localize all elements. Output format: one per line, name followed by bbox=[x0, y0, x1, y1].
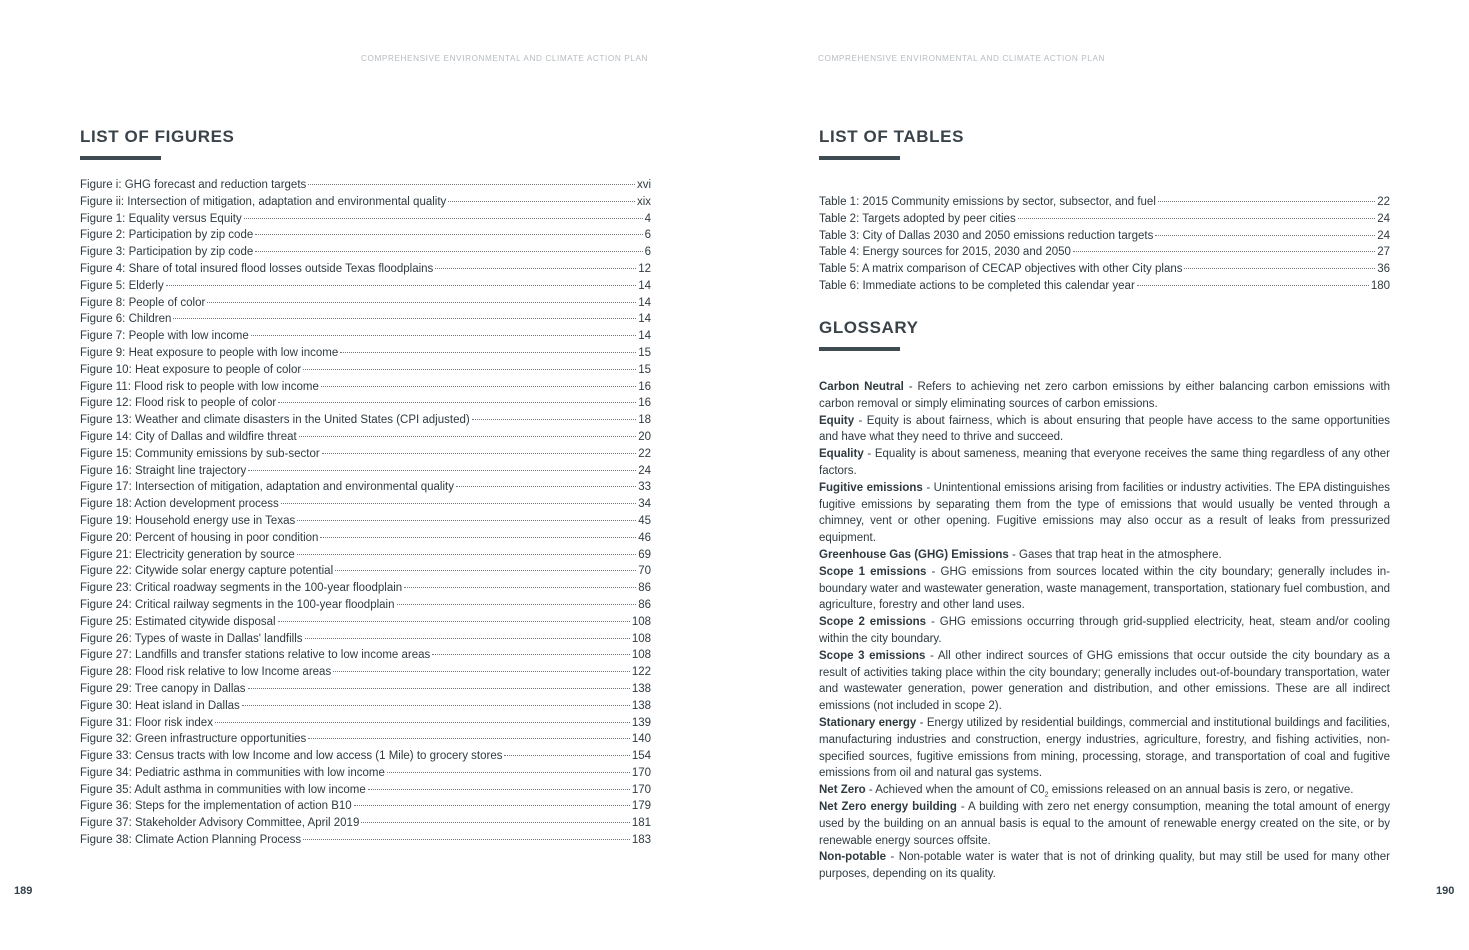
dot-leader bbox=[303, 369, 636, 370]
entry-page: 18 bbox=[638, 414, 651, 427]
entry-label: Figure 8: People of color bbox=[80, 296, 206, 309]
glossary-definition: All other indirect sources of GHG emissions that occur outside the city boundary as a result of activities taking place within the city boundary; generally includes out-of-boundary transportation, water and wastewater generation, power generation and distribution, and other emissions. These are all indirect emissions (not included in scope 2). bbox=[819, 649, 1391, 713]
figure-entry bbox=[80, 227, 651, 244]
entry-page: 14 bbox=[638, 330, 651, 343]
entry-page: 108 bbox=[631, 649, 651, 662]
entry-page: xvi bbox=[636, 179, 651, 191]
entry-page: 15 bbox=[638, 363, 651, 376]
entry-page: 15 bbox=[638, 346, 651, 359]
entry-label: Figure 7: People with low income bbox=[80, 330, 249, 343]
entry-label: Table 4: Energy sources for 2015, 2030 and 2050 bbox=[819, 246, 1071, 259]
dot-leader bbox=[1158, 201, 1375, 202]
glossary-term: Fugitive emissions bbox=[819, 481, 923, 494]
entry-label: Figure 3: Participation by zip code bbox=[80, 246, 254, 259]
dot-leader bbox=[448, 201, 635, 202]
dot-leader bbox=[335, 570, 636, 571]
entry-label: Figure 21: Electricity generation by source bbox=[80, 548, 295, 561]
entry-page: 46 bbox=[638, 531, 651, 544]
glossary-entry: Carbon Neutral - Refers to achieving net zero carbon emissions by either balancing carbon emissions with carbon removal or simply eliminating sources of carbon emissions. bbox=[819, 381, 1390, 410]
dot-leader bbox=[1184, 268, 1375, 269]
dot-leader bbox=[207, 302, 636, 303]
figure-entry bbox=[80, 429, 651, 446]
glossary-entry: Greenhouse Gas (GHG) Emissions - Gases that trap heat in the atmosphere. bbox=[819, 548, 1222, 561]
figure-entry bbox=[80, 647, 651, 664]
entry-page: 14 bbox=[638, 313, 651, 326]
entry-label: Figure 32: Green infrastructure opportunities bbox=[80, 733, 307, 746]
glossary-term: Equality bbox=[819, 448, 864, 461]
entry-label: Figure 26: Types of waste in Dallas' landfills bbox=[80, 632, 303, 645]
entry-page: 154 bbox=[631, 750, 651, 763]
entry-page: 4 bbox=[644, 212, 651, 225]
glossary-entry: Stationary energy - Energy utilized by residential buildings, commercial and institutional buildings and facilities, manufacturing industries and construction, energy industries, agriculture, forestry, and fishing activities, non-specified sources, fugitive emissions from mining, processing, storage, and transportation of coal and fugitive emissions from oil and natural gas systems. bbox=[819, 716, 1390, 780]
glossary-definition: Energy utilized by residential buildings, commercial and institutional buildings and facilities, manufacturing industries and construction, energy industries, agriculture, forestry, and fishing activities, non-specified sources, fugitive emissions from mining, processing, storage, and transportation of coal and fugitive emissions from oil and natural gas systems. bbox=[819, 716, 1390, 780]
figure-entry bbox=[80, 614, 651, 631]
entry-page: 140 bbox=[631, 733, 651, 746]
table-entry bbox=[819, 211, 1390, 228]
entry-page: 138 bbox=[631, 682, 651, 695]
entry-page: 24 bbox=[1377, 212, 1390, 225]
glossary-entry: Non-potable - Non-potable water is water that is not of drinking quality, but may still be used for many other purposes, depending on its quality. bbox=[819, 851, 1390, 881]
entry-label: Figure 29: Tree canopy in Dallas bbox=[80, 682, 246, 695]
dot-leader bbox=[278, 621, 630, 622]
entry-label: Figure 31: Floor risk index bbox=[80, 716, 213, 729]
entry-page: 14 bbox=[638, 296, 651, 309]
dot-leader bbox=[435, 268, 636, 269]
dot-leader bbox=[321, 386, 636, 387]
figure-entry bbox=[80, 261, 651, 278]
entry-label: Figure i: GHG forecast and reduction targets bbox=[80, 179, 307, 191]
figure-entry bbox=[80, 328, 651, 345]
entry-label: Table 5: A matrix comparison of CECAP objectives with other City plans bbox=[819, 263, 1183, 276]
dot-leader bbox=[251, 335, 636, 336]
figure-entry bbox=[80, 446, 651, 463]
dot-leader bbox=[340, 352, 636, 353]
entry-label: Figure 22: Citywide solar energy capture potential bbox=[80, 565, 334, 578]
dot-leader bbox=[1137, 285, 1369, 286]
dot-leader bbox=[333, 671, 630, 672]
figure-entry bbox=[80, 715, 651, 732]
running-head-left: COMPREHENSIVE ENVIRONMENTAL AND CLIMATE ACTION PLAN bbox=[361, 54, 649, 63]
glossary-entry: Net Zero energy building - A building with zero net energy consumption, meaning the total amount of energy used by the building on an annual basis is equal to the amount of renewable energy created on the site, or by renewable energy sources offsite. bbox=[819, 800, 1390, 847]
glossary bbox=[819, 379, 1390, 883]
entry-label: Table 3: City of Dallas 2030 and 2050 emissions reduction targets bbox=[819, 229, 1154, 242]
entry-page: 6 bbox=[644, 246, 651, 259]
glossary-definition: Refers to achieving net zero carbon emissions by either balancing carbon emissions with carbon removal or simply eliminating sources of carbon emissions. bbox=[819, 381, 1390, 410]
figure-entry bbox=[80, 815, 651, 832]
entry-label: Figure ii: Intersection of mitigation, adaptation and environmental quality bbox=[80, 195, 447, 208]
dot-leader bbox=[387, 772, 630, 773]
entry-page: 70 bbox=[638, 565, 651, 578]
dot-leader bbox=[1155, 235, 1375, 236]
entry-page: 24 bbox=[1377, 229, 1390, 242]
entry-label: Figure 30: Heat island in Dallas bbox=[80, 699, 240, 712]
dot-leader bbox=[244, 218, 643, 219]
entry-label: Table 2: Targets adopted by peer cities bbox=[819, 212, 1016, 225]
dot-leader bbox=[1073, 251, 1375, 252]
entry-page: 138 bbox=[631, 699, 651, 712]
glossary-term: Equity bbox=[819, 414, 855, 427]
dot-leader bbox=[397, 604, 637, 605]
entry-label: Figure 1: Equality versus Equity bbox=[80, 212, 242, 225]
glossary-term: Net Zero bbox=[819, 784, 866, 797]
entry-page: 179 bbox=[631, 800, 651, 813]
dot-leader bbox=[215, 722, 630, 723]
glossary-definition: Gases that trap heat in the atmosphere. bbox=[1019, 548, 1222, 561]
dot-leader bbox=[303, 839, 630, 840]
entry-label: Figure 19: Household energy use in Texas bbox=[80, 514, 296, 527]
dot-leader bbox=[173, 318, 636, 319]
figure-entry bbox=[80, 311, 651, 328]
entry-label: Figure 12: Flood risk to people of color bbox=[80, 397, 277, 410]
entry-page: 86 bbox=[638, 598, 651, 611]
glossary-term: Net Zero energy building bbox=[819, 800, 957, 813]
subscript: 2 bbox=[1044, 791, 1049, 799]
dot-leader bbox=[248, 688, 630, 689]
entry-page: 27 bbox=[1377, 246, 1390, 259]
entry-page: 170 bbox=[631, 783, 651, 796]
entry-page: 183 bbox=[631, 834, 651, 847]
entry-label: Figure 11: Flood risk to people with low income bbox=[80, 380, 319, 393]
page-number-right: 190 bbox=[1436, 885, 1455, 897]
entry-page: 22 bbox=[638, 447, 651, 460]
dot-leader bbox=[320, 537, 636, 538]
glossary-definition: Unintentional emissions arising from facilities or industry activities. The EPA distinguishes fugitive emissions by separating them from the type of emissions that would usually be vented through a chimney, vent or other opening. Fugitive emissions may also occur as a result of leaks from pressurized equipment. bbox=[819, 481, 1390, 545]
glossary-entry: Scope 2 emissions - GHG emissions occurring through grid-supplied electricity, heat, steam and/or cooling within the city boundary. bbox=[819, 616, 1391, 645]
glossary-title: GLOSSARY bbox=[819, 318, 919, 337]
dot-leader bbox=[305, 638, 630, 639]
entry-label: Figure 34: Pediatric asthma in communities with low income bbox=[80, 766, 385, 779]
glossary-entry: Net Zero - Achieved when the amount of $C0_2$ emissions released on an annual basis is zero, or negative. bbox=[819, 784, 1354, 799]
entry-page: 122 bbox=[631, 666, 651, 679]
figure-entry bbox=[80, 479, 651, 496]
entry-page: 16 bbox=[638, 397, 651, 410]
entry-page: 45 bbox=[638, 514, 651, 527]
figure-entry bbox=[80, 798, 651, 815]
dot-leader bbox=[308, 184, 635, 185]
entry-label: Figure 37: Stakeholder Advisory Committee, April 2019 bbox=[80, 817, 360, 830]
glossary-term: Stationary energy bbox=[819, 716, 917, 729]
figure-entry bbox=[80, 379, 651, 396]
figure-entry bbox=[80, 345, 651, 362]
entry-label: Figure 23: Critical roadway segments in the 100-year floodplain bbox=[80, 582, 403, 595]
figure-entry bbox=[80, 748, 651, 765]
title-underline bbox=[819, 156, 900, 160]
title-underline bbox=[819, 347, 900, 351]
entry-page: 6 bbox=[644, 229, 651, 242]
entry-label: Figure 2: Participation by zip code bbox=[80, 229, 254, 242]
table-entry bbox=[819, 194, 1390, 211]
entry-label: Figure 28: Flood risk relative to low Income areas bbox=[80, 666, 332, 679]
entry-page: 14 bbox=[638, 279, 651, 292]
entry-label: Figure 36: Steps for the implementation of action B10 bbox=[80, 800, 352, 813]
figure-entry bbox=[80, 395, 651, 412]
entry-label: Figure 4: Share of total insured flood losses outside Texas floodplains bbox=[80, 262, 434, 275]
glossary-definition: emissions released on an annual basis is zero, or negative. bbox=[1048, 784, 1354, 797]
entry-label: Figure 9: Heat exposure to people with low income bbox=[80, 346, 339, 359]
entry-page: 22 bbox=[1377, 196, 1390, 208]
figure-entry bbox=[80, 530, 651, 547]
entry-label: Figure 14: City of Dallas and wildfire threat bbox=[80, 430, 297, 443]
glossary-term: Carbon Neutral bbox=[819, 381, 904, 393]
entry-page: 69 bbox=[638, 548, 651, 561]
figure-entry bbox=[80, 765, 651, 782]
entry-label: Figure 38: Climate Action Planning Process bbox=[80, 834, 302, 847]
dot-leader bbox=[255, 251, 642, 252]
figure-entry bbox=[80, 681, 651, 698]
figure-entry bbox=[80, 731, 651, 748]
glossary-entry: Scope 3 emissions - All other indirect sources of GHG emissions that occur outside the city boundary as a result of activities taking place within the city boundary; generally includes out-of-boundary transportation, water and wastewater generation, power generation and distribution, and other emissions. These are all indirect emissions (not included in scope 2). bbox=[819, 649, 1391, 713]
dot-leader bbox=[354, 805, 630, 806]
entry-page: xix bbox=[636, 195, 651, 208]
table-entry bbox=[819, 278, 1390, 295]
entry-label: Figure 15: Community emissions by sub-sector bbox=[80, 447, 320, 460]
figure-entry bbox=[80, 664, 651, 681]
dot-leader bbox=[432, 654, 630, 655]
dot-leader bbox=[322, 453, 637, 454]
entry-label: Figure 35: Adult asthma in communities with low income bbox=[80, 783, 366, 796]
entry-page: 181 bbox=[631, 817, 651, 830]
dot-leader bbox=[255, 234, 642, 235]
figure-entry bbox=[80, 211, 651, 228]
dot-leader bbox=[281, 503, 636, 504]
figure-entry bbox=[80, 832, 651, 849]
dot-leader bbox=[278, 402, 636, 403]
glossary-definition: Non-potable water is water that is not of drinking quality, but may still be used for many other purposes, depending on its quality. bbox=[819, 851, 1390, 881]
entry-page: 139 bbox=[631, 716, 651, 729]
entry-page: 24 bbox=[638, 464, 651, 477]
entry-page: 34 bbox=[638, 498, 651, 511]
figure-entry bbox=[80, 412, 651, 429]
entry-label: Figure 24: Critical railway segments in the 100-year floodplain bbox=[80, 598, 395, 611]
entry-label: Figure 27: Landfills and transfer stations relative to low income areas bbox=[80, 649, 431, 662]
entry-page: 170 bbox=[631, 766, 651, 779]
entry-page: 12 bbox=[638, 262, 651, 275]
dot-leader bbox=[242, 705, 630, 706]
title-underline bbox=[80, 156, 161, 160]
glossary-term: Scope 1 emissions bbox=[819, 565, 927, 578]
figure-entry bbox=[80, 295, 651, 312]
dot-leader bbox=[504, 755, 629, 756]
dot-leader bbox=[248, 470, 636, 471]
figure-entry bbox=[80, 631, 651, 648]
entry-page: 180 bbox=[1370, 279, 1390, 292]
dot-leader bbox=[456, 486, 636, 487]
dot-leader bbox=[1018, 218, 1376, 219]
glossary-term: Non-potable bbox=[819, 851, 887, 864]
entry-label: Figure 5: Elderly bbox=[80, 279, 164, 292]
entry-label: Table 6: Immediate actions to be completed this calendar year bbox=[819, 279, 1135, 292]
entry-label: Figure 18: Action development process bbox=[80, 498, 279, 511]
figure-entry bbox=[80, 463, 651, 480]
table-entry bbox=[819, 228, 1390, 245]
dot-leader bbox=[368, 789, 630, 790]
entry-label: Figure 20: Percent of housing in poor condition bbox=[80, 531, 319, 544]
glossary-definition: A building with zero net energy consumption, meaning the total amount of energy used by the building on an annual basis is equal to the amount of renewable energy created on the site, or by renewable energy sources offsite. bbox=[819, 800, 1390, 847]
figure-entry bbox=[80, 194, 651, 211]
entry-page: 36 bbox=[1377, 263, 1390, 276]
entry-label: Figure 6: Children bbox=[80, 313, 172, 326]
figure-entry bbox=[80, 496, 651, 513]
figure-entry bbox=[80, 362, 651, 379]
figure-entry bbox=[80, 278, 651, 295]
figure-entry bbox=[80, 782, 651, 799]
table-entry bbox=[819, 244, 1390, 261]
glossary-entry: Equity - Equity is about fairness, which is about ensuring that people have access to the same opportunities and have what they need to thrive and succeed. bbox=[819, 414, 1390, 444]
entry-page: 86 bbox=[638, 582, 651, 595]
glossary-definition: Achieved when the amount of C0 bbox=[875, 784, 1045, 797]
glossary-term: Scope 2 emissions bbox=[819, 616, 927, 629]
entry-page: 16 bbox=[638, 380, 651, 393]
glossary-definition: Equity is about fairness, which is about ensuring that people have access to the same opportunities and have what they need to thrive and succeed. bbox=[819, 414, 1390, 444]
dot-leader bbox=[472, 419, 637, 420]
figure-entry bbox=[80, 177, 651, 194]
glossary-entry: Fugitive emissions - Unintentional emissions arising from facilities or industry activities. The EPA distinguishes fugitive emissions by separating them from the type of emissions that would usually be vented through a chimney, vent or other opening. Fugitive emissions may also occur as a result of leaks from pressurized equipment. bbox=[819, 481, 1390, 545]
glossary-entry: Scope 1 emissions - GHG emissions from sources located within the city boundary; generally includes in-boundary water and wastewater generation, waste management, transportation, stationary fuel combustion, and agriculture, forestry and other land uses. bbox=[819, 565, 1391, 612]
entry-page: 33 bbox=[638, 481, 651, 494]
running-head-right: COMPREHENSIVE ENVIRONMENTAL AND CLIMATE ACTION PLAN bbox=[818, 54, 1106, 63]
dot-leader bbox=[308, 738, 630, 739]
entry-label: Figure 16: Straight line trajectory bbox=[80, 464, 247, 477]
dot-leader bbox=[361, 822, 629, 823]
entry-label: Table 1: 2015 Community emissions by sector, subsector, and fuel bbox=[819, 196, 1156, 208]
entry-label: Figure 25: Estimated citywide disposal bbox=[80, 615, 276, 628]
entry-label: Figure 33: Census tracts with low Income and low access (1 Mile) to grocery stores bbox=[80, 750, 503, 763]
figure-entry bbox=[80, 547, 651, 564]
figure-entry bbox=[80, 244, 651, 261]
figure-entry bbox=[80, 580, 651, 597]
glossary-entry: Equality - Equality is about sameness, meaning that everyone receives the same thing regardless of any other factors. bbox=[819, 448, 1390, 477]
page-number-left: 189 bbox=[14, 885, 33, 897]
dot-leader bbox=[404, 587, 636, 588]
entry-label: Figure 13: Weather and climate disasters in the United States (CPI adjusted) bbox=[80, 414, 470, 427]
figure-entry bbox=[80, 563, 651, 580]
glossary-definition: GHG emissions occurring through grid-supplied electricity, heat, steam and/or cooling within the city boundary. bbox=[819, 616, 1391, 645]
figure-entry bbox=[80, 597, 651, 614]
figures-list bbox=[80, 177, 651, 849]
glossary-definition: Equality is about sameness, meaning that everyone receives the same thing regardless of any other factors. bbox=[819, 448, 1390, 477]
entry-page: 108 bbox=[631, 615, 651, 628]
figure-entry bbox=[80, 513, 651, 530]
glossary-definition: GHG emissions from sources located within the city boundary; generally includes in-boundary water and wastewater generation, waste management, transportation, stationary fuel combustion, and agriculture, forestry and other land uses. bbox=[819, 565, 1391, 612]
entry-label: Figure 17: Intersection of mitigation, adaptation and environmental quality bbox=[80, 481, 454, 494]
glossary-term: Greenhouse Gas (GHG) Emissions bbox=[819, 548, 1009, 561]
tables-list bbox=[819, 194, 1390, 295]
dot-leader bbox=[297, 554, 636, 555]
list-of-figures-title: LIST OF FIGURES bbox=[80, 127, 235, 146]
entry-page: 108 bbox=[631, 632, 651, 645]
figure-entry bbox=[80, 698, 651, 715]
entry-label: Figure 10: Heat exposure to people of color bbox=[80, 363, 302, 376]
entry-page: 20 bbox=[638, 430, 651, 443]
table-entry bbox=[819, 261, 1390, 278]
dot-leader bbox=[166, 285, 636, 286]
glossary-term: Scope 3 emissions bbox=[819, 649, 926, 662]
dot-leader bbox=[299, 436, 637, 437]
dot-leader bbox=[297, 520, 636, 521]
list-of-tables-title: LIST OF TABLES bbox=[819, 127, 965, 146]
